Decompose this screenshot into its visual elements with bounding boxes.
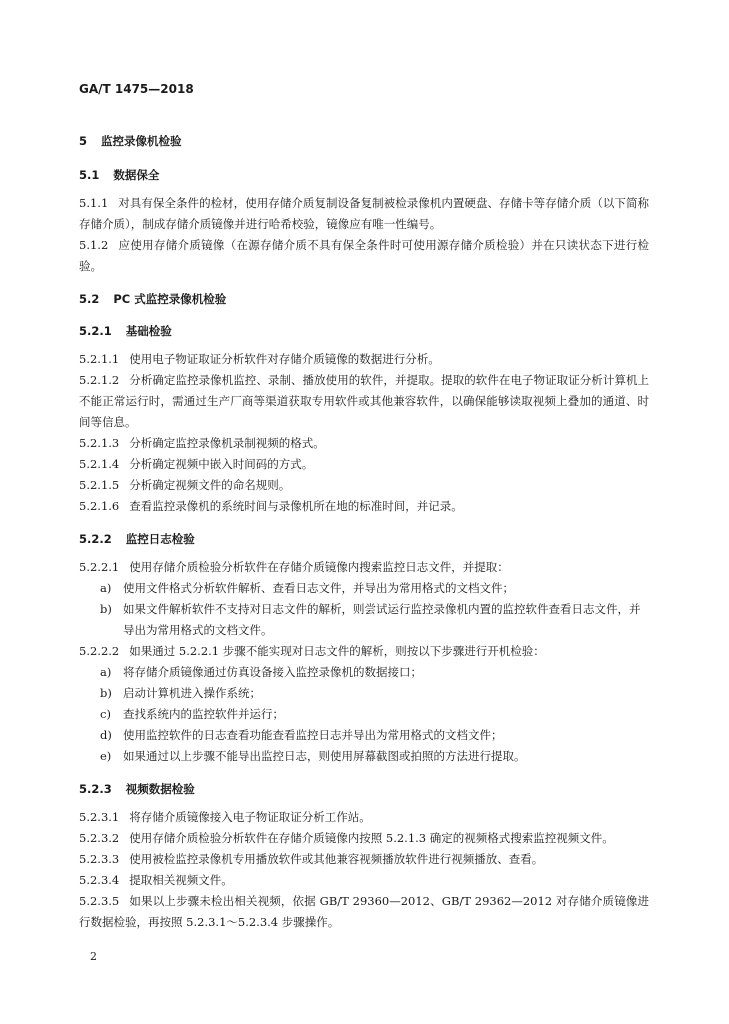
clause-5-2-1-4 xyxy=(79,454,649,475)
clause-number: 5.1.2 xyxy=(79,238,109,252)
clause-number: 5.2.2.2 xyxy=(79,644,120,658)
clause-text: 对具有保全条件的检材，使用存储介质复制设备复制被检录像机内置硬盘、存储卡等存储介质（以下简称存储介质），制成存储介质镜像并进行哈希校验，镜像应有唯一性编号。 xyxy=(79,196,649,231)
section-heading-5-2-1 xyxy=(79,323,649,339)
section-title: 数据保全 xyxy=(113,168,160,182)
list-marker: b) xyxy=(100,686,112,700)
clause-number: 5.2.1.5 xyxy=(79,478,120,492)
list-marker: d) xyxy=(100,728,112,742)
list-item xyxy=(79,746,649,767)
clause-5-1-2 xyxy=(79,235,649,277)
section-title: 监控日志检验 xyxy=(125,532,195,546)
list-marker: a) xyxy=(100,581,112,595)
clause-text: 使用被检监控录像机专用播放软件或其他兼容视频播放软件进行视频播放、查看。 xyxy=(129,852,544,866)
list-item-text: 查找系统内的监控软件并运行； xyxy=(123,707,284,721)
list-item-text: 如果通过以上步骤不能导出监控日志，则使用屏幕截图或拍照的方法进行提取。 xyxy=(123,749,526,763)
list-item-text: 将存储介质镜像通过仿真设备接入监控录像机的数据接口； xyxy=(123,665,422,679)
list-item xyxy=(79,704,649,725)
clause-5-2-1-3 xyxy=(79,433,649,454)
list-marker: e) xyxy=(100,749,112,763)
list-marker: c) xyxy=(100,707,111,721)
clause-text: 使用电子物证取证分析软件对存储介质镜像的数据进行分析。 xyxy=(129,352,440,366)
clause-5-2-2-2 xyxy=(79,641,649,662)
clause-5-2-1-1 xyxy=(79,349,649,370)
clause-number: 5.2.3.4 xyxy=(79,873,120,887)
section-title: 基础检验 xyxy=(125,324,172,338)
clause-text: 分析确定视频文件的命名规则。 xyxy=(129,478,291,492)
clause-5-2-3-1 xyxy=(79,807,649,828)
clause-text: 提取相关视频文件。 xyxy=(129,873,233,887)
section-title: PC 式监控录像机检验 xyxy=(113,292,227,306)
clause-number: 5.2.1.3 xyxy=(79,436,120,450)
clause-number: 5.2.1.6 xyxy=(79,499,120,513)
section-number: 5.2.2 xyxy=(79,532,112,546)
clause-text: 查看监控录像机的系统时间与录像机所在地的标准时间，并记录。 xyxy=(129,499,463,513)
list-item xyxy=(79,599,649,641)
section-title: 监控录像机检验 xyxy=(101,134,182,148)
clause-5-1-1 xyxy=(79,193,649,235)
section-title: 视频数据检验 xyxy=(125,782,195,796)
list-item-text: 使用文件格式分析软件解析、查看日志文件，并导出为常用格式的文档文件； xyxy=(123,581,514,595)
list-marker: a) xyxy=(100,665,112,679)
section-heading-5 xyxy=(79,133,649,149)
list-item xyxy=(79,725,649,746)
clause-number: 5.2.1.2 xyxy=(79,373,120,387)
clause-number: 5.2.1.4 xyxy=(79,457,120,471)
section-number: 5.2 xyxy=(79,292,100,306)
clause-number: 5.2.2.1 xyxy=(79,560,120,574)
clause-5-2-3-5 xyxy=(79,891,649,933)
clause-number: 5.2.1.1 xyxy=(79,352,120,366)
clause-text: 分析确定监控录像机监控、录制、播放使用的软件，并提取。提取的软件在电子物证取证分析计算机上不能正常运行时，需通过生产厂商等渠道获取专用软件或其他兼容软件，以确保能够读取视频上叠加的通道、时间等信息。 xyxy=(79,373,649,429)
clause-5-2-3-3 xyxy=(79,849,649,870)
section-number: 5.1 xyxy=(79,168,100,182)
list-item xyxy=(79,662,649,683)
clause-text: 分析确定视频中嵌入时间码的方式。 xyxy=(129,457,314,471)
clause-text: 使用存储介质检验分析软件在存储介质镜像内搜索监控日志文件，并提取： xyxy=(129,560,509,574)
clause-5-2-3-2 xyxy=(79,828,649,849)
list-item-text: 如果文件解析软件不支持对日志文件的解析，则尝试运行监控录像机内置的监控软件查看日志文件，并导出为常用格式的文档文件。 xyxy=(123,602,641,637)
section-heading-5-1 xyxy=(79,167,649,183)
clause-text: 如果通过 5.2.2.1 步骤不能实现对日志文件的解析，则按以下步骤进行开机检验： xyxy=(129,644,545,658)
clause-5-2-2-1 xyxy=(79,557,649,578)
page-number: 2 xyxy=(90,950,97,963)
clause-text: 分析确定监控录像机录制视频的格式。 xyxy=(129,436,325,450)
clause-text: 使用存储介质检验分析软件在存储介质镜像内按照 5.2.1.3 确定的视频格式搜索监控视频文件。 xyxy=(129,831,614,845)
section-number: 5.2.3 xyxy=(79,782,112,796)
section-heading-5-2 xyxy=(79,291,649,307)
clause-number: 5.2.3.1 xyxy=(79,810,120,824)
clause-5-2-3-4 xyxy=(79,870,649,891)
clause-text: 将存储介质镜像接入电子物证取证分析工作站。 xyxy=(129,810,371,824)
clause-text: 应使用存储介质镜像（在源存储介质不具有保全条件时可使用源存储介质检验）并在只读状态下进行检验。 xyxy=(79,238,649,273)
clause-5-2-1-5 xyxy=(79,475,649,496)
clause-number: 5.2.3.3 xyxy=(79,852,120,866)
clause-number: 5.1.1 xyxy=(79,196,109,210)
clause-5-2-1-6 xyxy=(79,496,649,517)
document-body xyxy=(79,133,649,933)
list-item xyxy=(79,683,649,704)
list-item-text: 启动计算机进入操作系统； xyxy=(123,686,261,700)
list-item-text: 使用监控软件的日志查看功能查看监控日志并导出为常用格式的文档文件； xyxy=(123,728,503,742)
clause-number: 5.2.3.2 xyxy=(79,831,120,845)
list-marker: b) xyxy=(100,602,112,616)
section-number: 5.2.1 xyxy=(79,324,112,338)
standard-code: GA/T 1475—2018 xyxy=(79,82,194,96)
clause-5-2-1-2 xyxy=(79,370,649,433)
section-heading-5-2-2 xyxy=(79,531,649,547)
section-number: 5 xyxy=(79,134,88,148)
clause-text: 如果以上步骤未检出相关视频，依据 GB/T 29360—2012、GB/T 29362—2012 对存储介质镜像进行数据检验，再按照 5.2.3.1～5.2.3.4 步骤操作。 xyxy=(79,894,649,929)
clause-number: 5.2.3.5 xyxy=(79,894,120,908)
section-heading-5-2-3 xyxy=(79,781,649,797)
list-item xyxy=(79,578,649,599)
